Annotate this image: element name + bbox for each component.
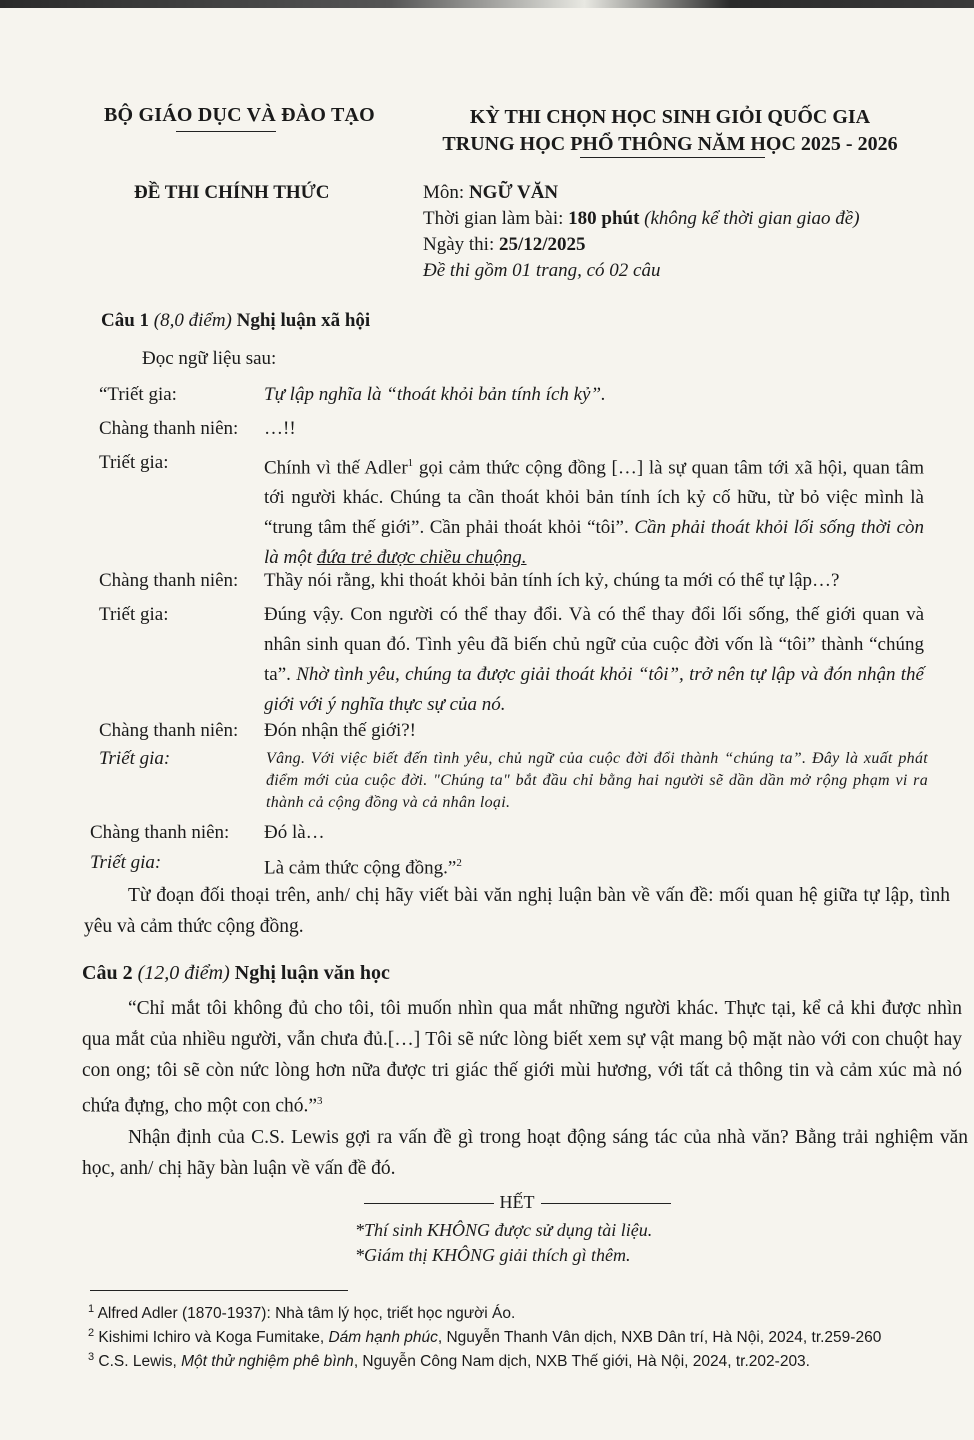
footnote-book-title: Một thử nghiệm phê bình	[181, 1353, 354, 1371]
utterance-italic: Cần phải thoát khỏi lối sống thời còn là một	[264, 517, 925, 569]
footnote-ref-3: 3	[317, 1095, 323, 1107]
utterance-part: Đúng vậy. Con người có thể thay đổi. Và có thể thay đổi lối sống, thế giới quan và nhân sinh quan đó. Tình yêu đã biến chủ ngữ của cuộc đời vốn là “tôi” thành “chúng ta”.	[264, 604, 924, 685]
footnote-text: Alfred Adler (1870-1937): Nhà tâm lý học, triết học người Áo.	[94, 1305, 516, 1323]
subject-label: Môn:	[423, 182, 469, 203]
question-1-intro: Đọc ngữ liệu sau:	[142, 348, 277, 369]
footnote-text: , Nguyễn Công Nam dịch, NXB Thế giới, Hà Nội, 2024, tr.202-203.	[353, 1353, 810, 1371]
exam-title	[410, 104, 930, 158]
subject-line	[423, 180, 860, 206]
footnote-text: C.S. Lewis,	[94, 1353, 182, 1371]
speaker: Chàng thanh niên:	[90, 822, 230, 843]
utterance-part: Là cảm thức cộng đồng.”	[264, 857, 457, 879]
official-label: ĐỀ THI CHÍNH THỨC	[134, 182, 330, 203]
exam-meta	[423, 180, 860, 284]
footnote-2	[88, 1327, 881, 1347]
utterance	[264, 600, 924, 720]
footnote-book-title: Dám hạnh phúc	[328, 1329, 438, 1347]
speaker: Triết gia:	[99, 604, 169, 625]
question-2-title	[82, 962, 390, 985]
speaker: Chàng thanh niên:	[99, 418, 239, 439]
question-1-title	[101, 310, 370, 332]
ministry-underline	[176, 131, 276, 132]
end-marker	[357, 1192, 677, 1213]
speaker: Triết gia:	[99, 748, 171, 769]
question-1-task: Từ đoạn đối thoại trên, anh/ chị hãy viết bài văn nghị luận bàn về vấn đề: mối quan hệ giữa tự lập, tình yêu và cảm thức cộng đồng.	[84, 885, 950, 937]
end-dash-left	[364, 1203, 494, 1204]
end-dash-right	[541, 1203, 671, 1204]
question-2-points: (12,0 điểm)	[132, 962, 235, 984]
speaker: “Triết gia:	[99, 384, 177, 405]
footnote-text: , Nguyễn Thanh Vân dịch, NXB Dân trí, Hà Nội, 2024, tr.259-260	[437, 1329, 882, 1347]
note-no-explanation: *Giám thị KHÔNG giải thích gì thêm.	[355, 1245, 631, 1265]
speaker: Chàng thanh niên:	[99, 720, 239, 741]
utterance: Đón nhận thế giới?!	[264, 720, 416, 741]
utterance-underlined: đứa trẻ được chiều chuộng.	[316, 547, 527, 569]
footnote-separator	[90, 1290, 348, 1291]
time-line	[423, 206, 860, 232]
question-1-label: Câu 1	[101, 310, 150, 331]
utterance: Tự lập nghĩa là “thoát khỏi bản tính ích kỷ”.	[264, 384, 606, 405]
date-label: Ngày thi:	[423, 234, 499, 255]
speaker: Triết gia:	[99, 452, 169, 473]
speaker: Triết gia:	[90, 852, 162, 873]
footnote-ref-2: 2	[456, 857, 462, 869]
exam-title-line2: TRUNG HỌC PHỔ THÔNG NĂM HỌC 2025 - 2026	[442, 133, 898, 155]
quote-text: “Chỉ mắt tôi không đủ cho tôi, tôi muốn nhìn qua mắt những người khác. Thực tại, kể cả khi được nhìn qua mắt của nhiều người, vẫn chưa đủ.[…] Tôi sẽ nức lòng biết xem sự vật mang bộ mặt nào với con chuột hay con ong; tôi sẽ còn nức lòng hơn nữa được tri giác thế giới mùi hương, với tất cả thông tin và cảm xúc mà nó chứa đựng, cho một con chó.”	[82, 998, 962, 1117]
utterance: Đó là…	[264, 822, 325, 843]
exam-title-underline	[580, 157, 765, 158]
question-2-task: Nhận định của C.S. Lewis gợi ra vấn đề gì trong hoạt động sáng tác của nhà văn? Bằng trải nghiệm văn học, anh/ chị hãy bàn luận về vấn đề đó.	[82, 1127, 968, 1179]
utterance-part: Chính vì thế Adler	[264, 457, 408, 479]
question-2-topic: Nghị luận văn học	[234, 962, 390, 984]
utterance: Thầy nói rằng, khi thoát khỏi bản tính ích kỷ, chúng ta mới có thể tự lập…?	[264, 570, 840, 591]
note-no-materials: *Thí sinh KHÔNG được sử dụng tài liệu.	[355, 1220, 653, 1240]
utterance	[264, 848, 924, 883]
date-value: 25/12/2025	[499, 234, 586, 255]
question-1-points: (8,0 điểm)	[149, 310, 237, 331]
footnote-number: 2	[88, 1327, 95, 1339]
pages-note	[423, 258, 860, 284]
question-2-label: Câu 2	[82, 962, 133, 984]
footnote-ref-1: 1	[407, 457, 414, 469]
speaker: Chàng thanh niên:	[99, 570, 239, 591]
footnote-3	[88, 1351, 810, 1371]
utterance-italic: Nhờ tình yêu, chúng ta được giải thoát khỏi “tôi”, trở nên tự lập và đón nhận thế giới với ý nghĩa thực sự của nó.	[264, 664, 924, 715]
utterance: Vâng. Với việc biết đến tình yêu, chủ ngữ của cuộc đời đổi thành “chúng ta”. Đây là xuất phát điểm mới của cuộc đời. "Chúng ta" bắt đầu chỉ bằng hai người sẽ dần dần mở rộng phạm vi ra thành cả cộng đồng và cả nhân loại.	[266, 750, 928, 811]
time-value: 180 phút	[568, 208, 640, 229]
subject-value: NGỮ VĂN	[468, 182, 559, 203]
ministry-name	[104, 104, 375, 127]
footnote-number: 1	[88, 1303, 95, 1315]
end-label: HẾT	[499, 1192, 535, 1212]
exam-title-line1: KỲ THI CHỌN HỌC SINH GIỎI QUỐC GIA	[469, 106, 871, 128]
scan-top-edge	[0, 0, 974, 8]
question-2-quote	[82, 993, 962, 1122]
ministry-text: BỘ GIÁO DỤC VÀ ĐÀO TẠO	[104, 104, 375, 126]
footnote-1	[88, 1303, 515, 1323]
utterance: …!!	[264, 418, 296, 439]
date-line	[423, 232, 860, 258]
time-note: (không kể thời gian giao đề)	[639, 208, 860, 229]
footnote-text: Kishimi Ichiro và Koga Fumitake,	[94, 1329, 329, 1347]
utterance	[264, 448, 924, 573]
pages-note-text: Đề thi gồm 01 trang, có 02 câu	[423, 260, 661, 281]
footnote-number: 3	[88, 1351, 95, 1363]
question-1-topic: Nghị luận xã hội	[236, 310, 371, 331]
utterance-part: gọi cảm thức cộng đồng […] là sự quan tâm tới xã hội, quan tâm tới người khác. Chúng ta cần thoát khỏi bản tính ích kỷ cố hữu, từ bỏ việc mình là “trung tâm thế giới”. Cần phải thoát khỏi “tôi”.	[264, 457, 924, 539]
time-label: Thời gian làm bài:	[423, 208, 569, 229]
